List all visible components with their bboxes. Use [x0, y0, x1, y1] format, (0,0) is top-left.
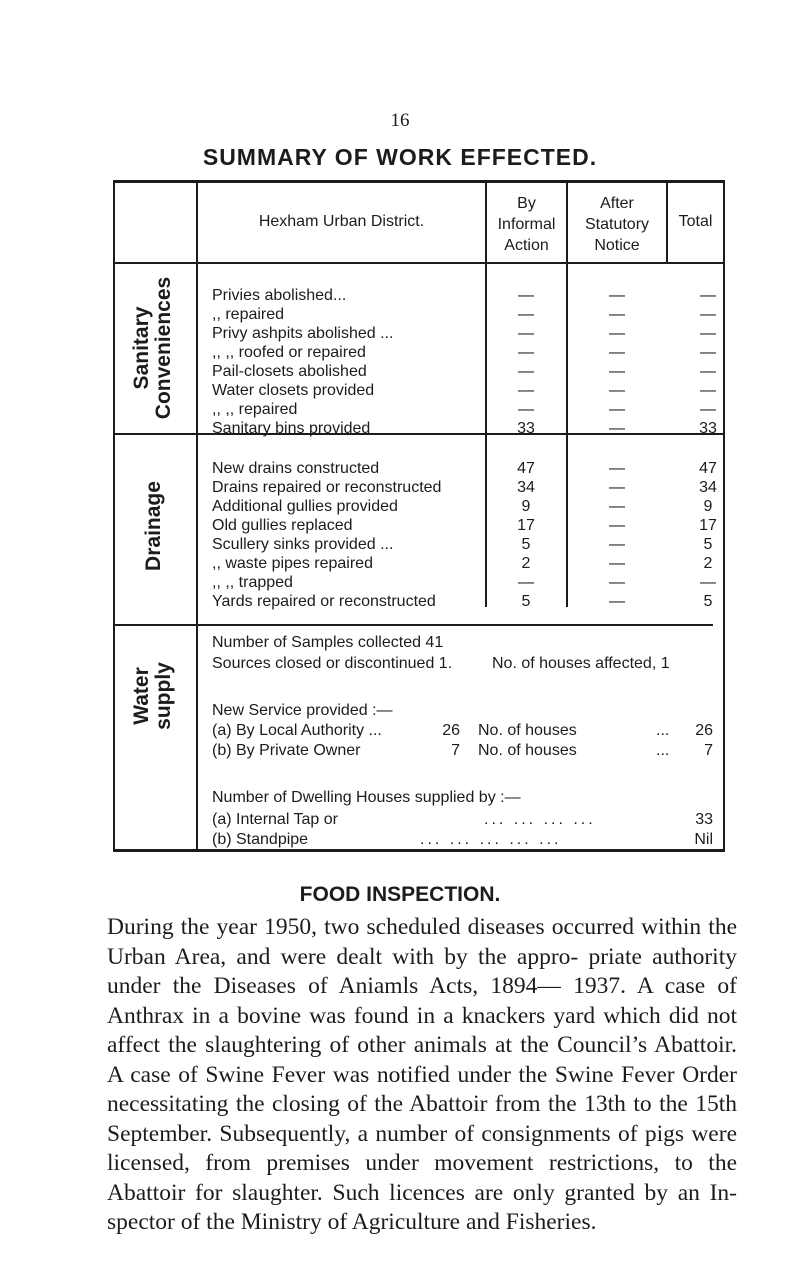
- internal-tap-value: 33: [695, 811, 713, 828]
- row-total: —: [700, 574, 716, 591]
- row-informal: —: [518, 363, 534, 380]
- table-top-border: [113, 180, 725, 183]
- row-item: ,, waste pipes repaired: [212, 555, 373, 572]
- internal-tap-dots: ... ... ... ...: [484, 811, 596, 828]
- row-statutory: —: [609, 460, 625, 477]
- row-statutory: —: [609, 498, 625, 515]
- row-informal: 34: [517, 479, 535, 496]
- service-b-houses-count: 7: [704, 742, 713, 759]
- header-informal: By Informal Action: [497, 195, 556, 254]
- row-item: Drains repaired or reconstructed: [212, 479, 442, 496]
- row-statutory: —: [609, 536, 625, 553]
- header-total: Total: [678, 213, 713, 230]
- row-item: Pail-closets abolished: [212, 363, 367, 380]
- row-statutory: —: [609, 344, 625, 361]
- service-a-houses-count: 26: [695, 722, 713, 739]
- row-total: 34: [699, 479, 717, 496]
- service-a-count: 26: [442, 722, 460, 739]
- food-inspection-paragraph: During the year 1950, two scheduled diseases occurred within the Urban Area, and were dealt with by the appro- priate authority under the Diseases of Aniamls Acts, 1894— 1937. A case of Anthrax in a bovine was found in a knackers yard which did not affect the slaughtering of other animals at the Council’s Abattoir. A case of Swine Fever was notified under the Swine Fever Order necessitating the closing of the Abattoir from the 13th to the 15th September. Subsequently, a number of consignments of pigs were licensed, from premises under movement restrictions, to the Abattoir for slaughter. Such licences are only granted by an In- spector of the Ministry of Agriculture and Fisheries.: [107, 914, 737, 1235]
- row-statutory: —: [609, 382, 625, 399]
- internal-tap-label: (a) Internal Tap or: [212, 811, 338, 828]
- header-statutory: After Statutory Notice: [584, 195, 650, 254]
- label-column-border: [196, 180, 198, 852]
- service-b-label: (b) By Private Owner: [212, 742, 361, 759]
- row-informal: 9: [521, 498, 531, 515]
- service-a-houses: No. of houses: [478, 722, 577, 739]
- row-statutory: —: [609, 517, 625, 534]
- food-inspection-title: FOOD INSPECTION.: [299, 883, 501, 906]
- row-statutory: —: [609, 479, 625, 496]
- row-informal: —: [518, 382, 534, 399]
- row-informal: —: [518, 287, 534, 304]
- row-informal: 5: [521, 536, 531, 553]
- service-b-count: 7: [451, 742, 460, 759]
- row-total: —: [700, 325, 716, 342]
- standpipe-dots: ... ... ... ... ...: [420, 831, 562, 848]
- row-total: 5: [703, 536, 713, 553]
- page-number: 16: [390, 110, 410, 131]
- service-b-houses: No. of houses: [478, 742, 577, 759]
- row-informal: 5: [521, 593, 531, 610]
- table-bottom-border: [113, 849, 725, 852]
- row-statutory: —: [609, 325, 625, 342]
- row-total: —: [700, 344, 716, 361]
- row-statutory: —: [609, 420, 625, 437]
- sources-closed: Sources closed or discontinued 1.: [212, 655, 453, 672]
- row-item: ,, repaired: [212, 306, 285, 323]
- row-informal: 47: [517, 460, 535, 477]
- row-statutory: —: [609, 401, 625, 418]
- section-label-drainage: Drainage: [142, 481, 165, 571]
- row-item: Yards repaired or reconstructed: [212, 593, 436, 610]
- row-informal: —: [518, 574, 534, 591]
- row-statutory: —: [609, 593, 625, 610]
- row-total: —: [700, 382, 716, 399]
- row-informal: —: [518, 344, 534, 361]
- row-statutory: —: [609, 363, 625, 380]
- samples-collected: Number of Samples collected 41: [212, 634, 444, 651]
- houses-affected: No. of houses affected, 1: [492, 655, 670, 672]
- row-item: New drains constructed: [212, 460, 380, 477]
- service-b-dots: ...: [656, 742, 670, 759]
- row-total: 33: [699, 420, 717, 437]
- standpipe-label: (b) Standpipe: [212, 831, 309, 848]
- dwellings-heading: Number of Dwelling Houses supplied by :—: [212, 789, 521, 806]
- row-total: —: [700, 287, 716, 304]
- header-divider: [113, 262, 725, 264]
- row-informal: —: [518, 401, 534, 418]
- service-a-dots: ...: [656, 722, 670, 739]
- row-total: 47: [699, 460, 717, 477]
- row-informal: —: [518, 306, 534, 323]
- row-item: Privies abolished...: [212, 287, 347, 304]
- row-item: Additional gullies provided: [212, 498, 398, 515]
- row-informal: —: [518, 325, 534, 342]
- row-statutory: —: [609, 287, 625, 304]
- row-total: —: [700, 401, 716, 418]
- row-statutory: —: [609, 555, 625, 572]
- row-item: Scullery sinks provided ...: [212, 536, 394, 553]
- row-informal: 17: [517, 517, 535, 534]
- row-item: ,, ,, trapped: [212, 574, 293, 591]
- row-total: 9: [703, 498, 713, 515]
- table-left-border: [113, 180, 115, 852]
- row-total: —: [700, 306, 716, 323]
- row-item: Privy ashpits abolished ...: [212, 325, 394, 342]
- row-informal: 2: [521, 555, 531, 572]
- section-label-water: Water supply: [130, 662, 175, 730]
- drainage-divider: [113, 624, 713, 626]
- row-total: 5: [703, 593, 713, 610]
- page-title: SUMMARY OF WORK EFFECTED.: [202, 144, 598, 170]
- row-item: ,, ,, repaired: [212, 401, 298, 418]
- standpipe-value: Nil: [694, 831, 713, 848]
- row-total: 17: [699, 517, 717, 534]
- row-item: Sanitary bins provided: [212, 420, 371, 437]
- section-label-sanitary: Sanitary Conveniences: [130, 276, 175, 420]
- row-item: Water closets provided: [212, 382, 375, 399]
- row-informal: 33: [517, 420, 535, 437]
- row-statutory: —: [609, 306, 625, 323]
- row-total: —: [700, 363, 716, 380]
- row-item: ,, ,, roofed or repaired: [212, 344, 366, 361]
- row-statutory: —: [609, 574, 625, 591]
- header-district: Hexham Urban District.: [258, 213, 425, 230]
- row-item: Old gullies replaced: [212, 517, 353, 534]
- service-a-label: (a) By Local Authority ...: [212, 722, 382, 739]
- new-service-heading: New Service provided :—: [212, 702, 393, 719]
- row-total: 2: [703, 555, 713, 572]
